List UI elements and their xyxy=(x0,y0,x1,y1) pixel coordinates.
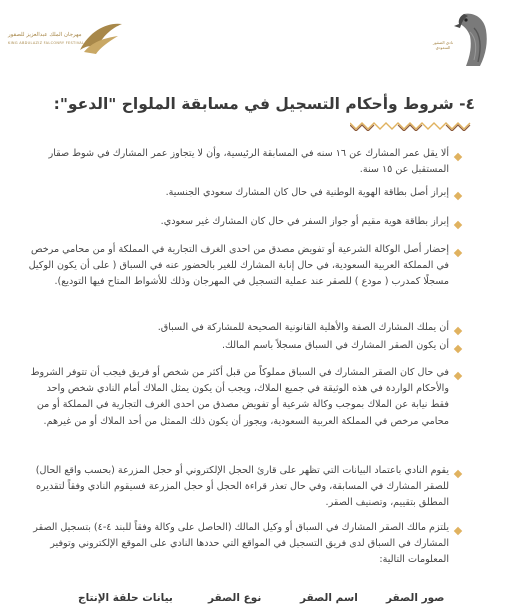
column-header: اسم الصقر xyxy=(300,592,358,604)
list-item: ألا يقل عمر المشارك عن ١٦ سنه في المسابقة الرئيسية، وأن لا يتجاوز عمر المشارك في شوط صقار المستقبل عن ١٥ سنة. xyxy=(48,148,449,176)
list-item: في حال كان الصقر المشارك في السباق مملوكاً من قبل أكثر من شخص أو فريق فيجب أن تتوفر الشروط والأحكام الواردة في هذه الوثيقة في جميع الملاك، ويجب أن يكون يمثل الملاك أمام النادي شخص واحد فقط نيابة عن الملاك بموجب وكالة شرعية أو تفويض مصدق من احدى الغرف التجارية في المملكة أو من محامي مرخص في المملكة العربية السعودية، ويجوز أن يكون ذلك الممثل من أحد الملاك أو من غيرهم. xyxy=(30,367,449,427)
club-name: نادي الصقور السعودي xyxy=(432,40,454,50)
column-header: بيانات حلقة الإنتاج xyxy=(78,592,173,604)
bullet-diamond-icon xyxy=(454,527,462,535)
section-title: ٤- شروط وأحكام التسجيل في مسابقة الملواح "الدعو": xyxy=(53,95,475,113)
bullet-diamond-icon xyxy=(454,153,462,161)
list-item: يقوم النادي باعتماد البيانات التي تظهر على قارئ الحجل الإلكتروني أو حجل المزرعة (بحسب واقع الحال) للصقر المشارك في المسابقة، وفي حال تعذر قراءة الحجل أو حجل المزرعة فسيقوم النادي وفقاً لتقديره المطلق بتقييم، وتصنيف الصقر. xyxy=(35,465,449,509)
list-item: أن يكون الصقر المشارك في السباق مسجلاً باسم المالك. xyxy=(221,340,449,351)
festival-logo xyxy=(8,20,126,64)
bullet-diamond-icon xyxy=(454,192,462,200)
list-item: إبراز أصل بطاقة الهوية الوطنية في حال كان المشارك سعودي الجنسية. xyxy=(165,187,449,198)
bullet-diamond-icon xyxy=(454,345,462,353)
bullet-diamond-icon xyxy=(454,327,462,335)
bullet-diamond-icon xyxy=(454,372,462,380)
falcon-wing-icon xyxy=(78,20,124,60)
festival-name-ar: مهرجان الملك عبدالعزيز للصقور xyxy=(8,32,82,38)
page-header xyxy=(0,0,512,78)
bullet-diamond-icon xyxy=(454,249,462,257)
zigzag-divider xyxy=(350,121,472,131)
list-item: إحضار أصل الوكالة الشرعية أو تفويض مصدق من احدى الغرف التجارية في المملكة أو من محامي مرخص في المملكة العربية السعودية، في حال إنابة المشارك للغير بالحضور عنه في السباق ( على أن يكون الوكيل مسجلًا كمدرب ( مودع ) للصقر عند عملية التسجيل في المهرجان وذلك للأشواط المتاح فيها التوديع). xyxy=(28,244,449,288)
column-header: نوع الصقر xyxy=(208,592,262,604)
falcon-info-columns xyxy=(0,592,512,608)
festival-name-en: KING ABDULAZIZ FALCONRY FESTIVAL xyxy=(8,41,85,45)
club-logo xyxy=(430,8,496,70)
list-item: إبراز بطاقة هوية مقيم أو جواز السفر في حال كان المشارك غير سعودي. xyxy=(160,216,449,227)
list-item: يلتزم مالك الصقر المشارك في السباق أو وكيل المالك (الحاصل على وكالة وفقاً للبند ٤-٤) بتسجيل الصقر المشارك في السباق لدى فريق التسجيل في المواقع التي حددها النادي على الموقع الإلكتروني وتوفير المعلومات التالية: xyxy=(33,522,449,566)
falcon-emblem-icon xyxy=(430,8,496,70)
list-item: أن يملك المشارك الصفة والأهلية القانونية الصحيحة للمشاركة في السباق. xyxy=(157,322,449,333)
column-header: صور الصقر xyxy=(386,592,445,604)
bullet-diamond-icon xyxy=(454,470,462,478)
bullet-diamond-icon xyxy=(454,221,462,229)
